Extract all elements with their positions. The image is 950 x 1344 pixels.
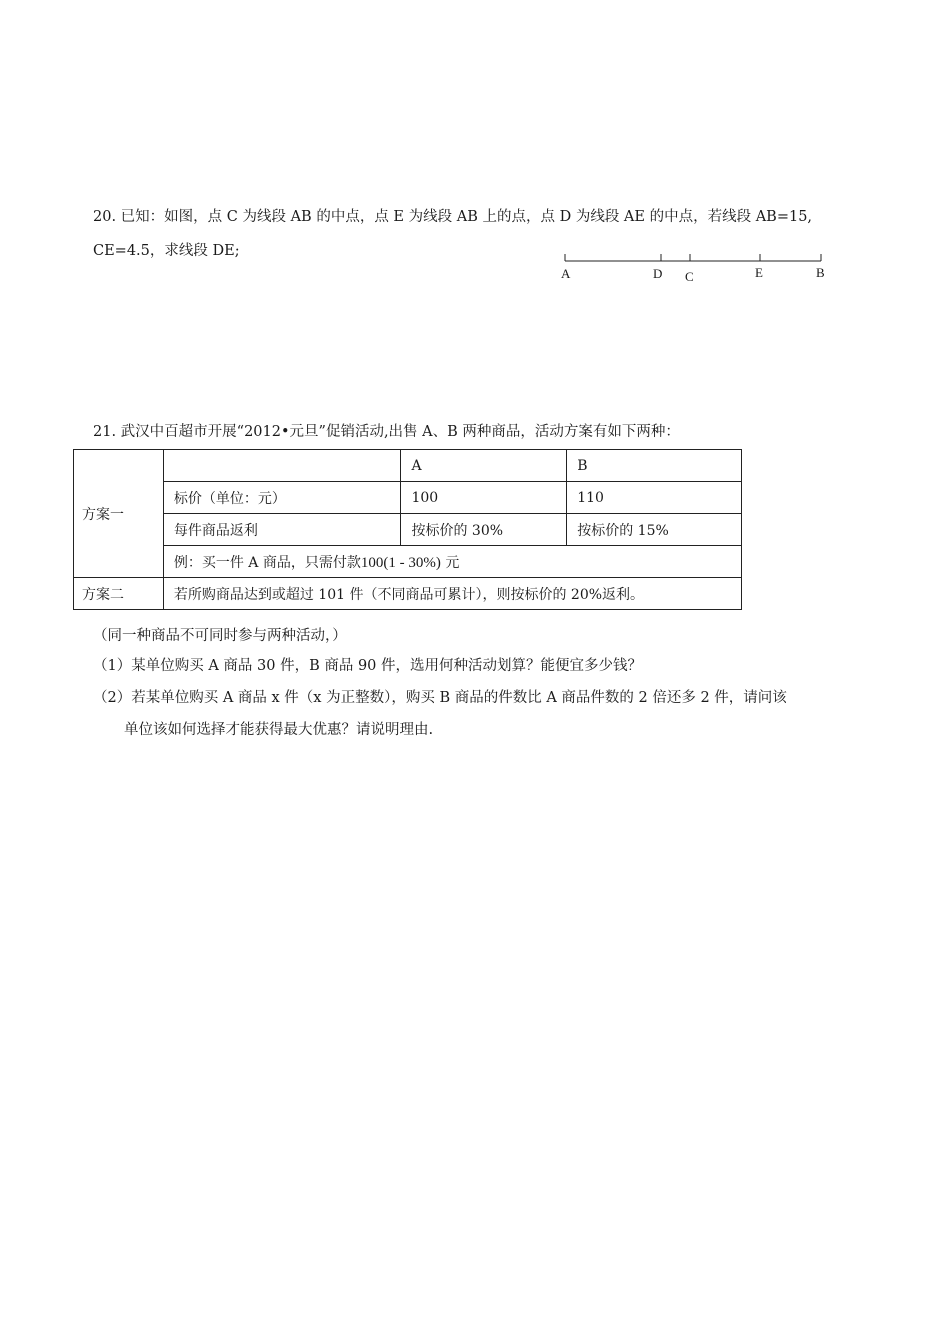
example-prefix: 例：买一件 A 商品，只需付款 [173, 554, 361, 571]
q21-part2-line2: 单位该如何选择才能获得最大优惠？请说明理由. [124, 722, 434, 738]
table-row [74, 546, 742, 578]
example-formula: 100(1 - 30%) [360, 554, 441, 571]
plan2-label: 方案二 [82, 586, 124, 603]
empty-header-cell [163, 450, 401, 482]
price-b-cell: 110 [567, 482, 742, 514]
plan1-label-cell [74, 450, 164, 578]
table-row [74, 450, 742, 482]
q21-statement: 21. 武汉中百超市开展“2012•元旦”促销活动,出售 A、B 两种商品，活动方案有如下两种： [93, 424, 680, 440]
promotion-plans-table [73, 449, 742, 610]
rebate-label-cell: 每件商品返利 [163, 514, 401, 546]
point-label-b: B [816, 265, 825, 280]
plan1-label: 方案一 [82, 506, 124, 523]
plan2-text-cell: 若所购商品达到或超过 101 件（不同商品可累计），则按标价的 20%返利。 [163, 578, 741, 610]
q21-part2-line1: （2）若某单位购买 A 商品 x 件（x 为正整数），购买 B 商品的件数比 A 商品件数的 2 倍还多 2 件，请问该 [93, 690, 787, 706]
q20-statement-line2: CE=4.5，求线段 DE; [93, 243, 240, 259]
table-row [74, 514, 742, 546]
header-a-cell: A [401, 450, 567, 482]
q21-part1: （1）某单位购买 A 商品 30 件，B 商品 90 件，选用何种活动划算？能便宜多少钱？ [93, 658, 643, 674]
point-label-a: A [561, 266, 571, 281]
example-cell [163, 546, 741, 578]
q20-statement-line1: 20. 已知：如图，点 C 为线段 AB 的中点，点 E 为线段 AB 上的点，点 D 为线段 AE 的中点，若线段 AB=15, [93, 209, 813, 225]
header-b-cell: B [567, 450, 742, 482]
rebate-b-cell: 按标价的 15% [567, 514, 742, 546]
point-label-e: E [755, 265, 763, 280]
point-label-c: C [685, 269, 694, 284]
table-row [74, 578, 742, 610]
table-row [74, 482, 742, 514]
price-a-cell: 100 [401, 482, 567, 514]
price-label-cell: 标价（单位：元） [163, 482, 401, 514]
q21-note: （同一种商品不可同时参与两种活动，） [93, 628, 347, 644]
point-label-d: D [653, 266, 663, 281]
plan2-label-cell [74, 578, 164, 610]
rebate-a-cell: 按标价的 30% [401, 514, 567, 546]
segment-diagram [555, 244, 835, 284]
example-suffix: 元 [445, 554, 460, 571]
